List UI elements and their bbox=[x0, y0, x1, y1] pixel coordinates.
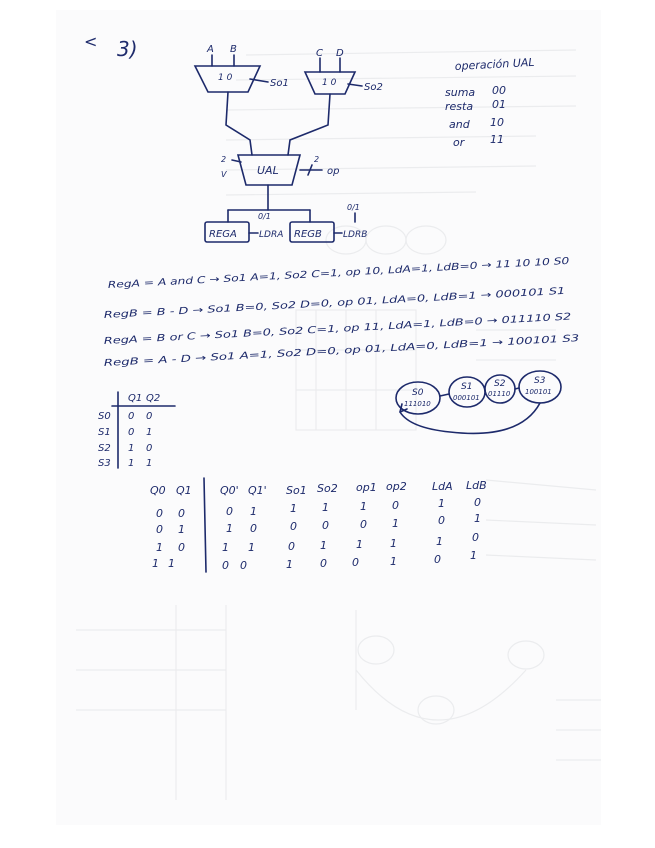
state-table-cell: 0 bbox=[146, 443, 153, 454]
state-name: S3 bbox=[534, 376, 546, 386]
state-code-table bbox=[98, 393, 160, 469]
truth-header: op1 bbox=[356, 481, 377, 494]
register-op-line: RegB = B - D → So1 B=0, So2 D=0, op 01, LdA=0, LdB=1 → 000101 S1 bbox=[103, 292, 444, 321]
state-table-cell: 0 bbox=[128, 411, 135, 422]
truth-cell: 1 bbox=[248, 541, 255, 554]
truth-cell: 1 bbox=[168, 557, 175, 570]
truth-cell: 0 bbox=[474, 496, 481, 509]
truth-header: So1 bbox=[286, 484, 307, 497]
truth-cell: 0 bbox=[360, 518, 367, 531]
alu-op-signal: op bbox=[327, 166, 340, 177]
truth-cell: 1 bbox=[178, 523, 185, 536]
truth-cell: 1 bbox=[320, 539, 327, 552]
truth-cell: 0 bbox=[352, 556, 359, 569]
truth-cell: 1 bbox=[226, 522, 233, 535]
alu-v-label: V bbox=[221, 170, 227, 179]
truth-cell: 0 bbox=[156, 523, 163, 536]
state-table-cell: 0 bbox=[128, 427, 135, 438]
truth-cell: 0 bbox=[156, 507, 163, 520]
truth-header: So2 bbox=[317, 482, 338, 495]
truth-header: LdA bbox=[432, 480, 453, 493]
alu-op-code: 10 bbox=[490, 116, 504, 129]
truth-table-body bbox=[152, 496, 481, 572]
state-table-header: Q1 bbox=[128, 393, 143, 404]
state-table-state: S3 bbox=[98, 458, 111, 469]
margin-mark: < bbox=[84, 32, 98, 51]
register-op-line: RegA = A and C → So1 A=1, So2 C=1, op 10, LdA=1, LdB=0 → 11 10 10 S0 bbox=[107, 261, 467, 291]
truth-header: Q1' bbox=[248, 484, 267, 497]
alu-label: UAL bbox=[257, 164, 279, 177]
truth-cell: 1 bbox=[438, 497, 445, 510]
reg-b-load: LDRB bbox=[343, 230, 368, 240]
alu-table-title: operación UAL bbox=[454, 55, 535, 73]
state-table-cell: 1 bbox=[146, 458, 153, 469]
alu-op-code: 11 bbox=[490, 133, 504, 146]
truth-cell: 1 bbox=[390, 555, 397, 568]
state-table-cell: 1 bbox=[146, 427, 153, 438]
truth-cell: 0 bbox=[438, 514, 445, 527]
mux1-select-signal: So1 bbox=[270, 78, 289, 89]
truth-cell: 0 bbox=[178, 541, 185, 554]
state-name: S1 bbox=[461, 382, 473, 392]
mux1-input-b: B bbox=[230, 44, 237, 55]
truth-cell: 0 bbox=[178, 507, 185, 520]
state-s0-node bbox=[396, 382, 440, 414]
truth-cell: 1 bbox=[152, 557, 159, 570]
state-table-cell: 1 bbox=[128, 443, 135, 454]
truth-cell: 0 bbox=[320, 557, 327, 570]
state-code: 000101 bbox=[453, 394, 480, 402]
mux2-input-d: D bbox=[336, 48, 344, 59]
state-table-cell: 0 bbox=[146, 411, 153, 422]
truth-cell: 1 bbox=[470, 549, 477, 562]
state-name: S0 bbox=[412, 388, 424, 398]
truth-cell: 0 bbox=[250, 522, 257, 535]
truth-cell: 0 bbox=[290, 520, 297, 533]
state-table-state: S0 bbox=[98, 411, 111, 422]
state-table-state: S2 bbox=[98, 443, 111, 454]
truth-cell: 0 bbox=[472, 531, 479, 544]
truth-header: op2 bbox=[386, 480, 407, 493]
truth-cell: 1 bbox=[290, 502, 297, 515]
register-op-line: RegB = A - D → So1 A=1, So2 D=0, op 01, LdA=0, LdB=1 → 100101 S3 bbox=[103, 340, 444, 369]
truth-cell: 0 bbox=[240, 559, 247, 572]
reg-b-label: REGB bbox=[294, 229, 322, 240]
mux1-select-label: 1 0 bbox=[218, 73, 233, 83]
alu-width-in: 2 bbox=[221, 155, 227, 164]
mux2-select-signal: So2 bbox=[364, 82, 383, 93]
truth-header: Q0' bbox=[220, 484, 239, 497]
truth-cell: 1 bbox=[390, 537, 397, 550]
problem-number: 3) bbox=[117, 37, 138, 61]
alu-op-code: 01 bbox=[492, 98, 506, 111]
alu-op-name: or bbox=[453, 136, 465, 149]
truth-cell: 0 bbox=[392, 499, 399, 512]
truth-cell: 0 bbox=[322, 519, 329, 532]
truth-cell: 1 bbox=[360, 500, 367, 513]
mux1-input-a: A bbox=[207, 44, 214, 55]
truth-cell: 1 bbox=[474, 512, 481, 525]
truth-cell: 1 bbox=[392, 517, 399, 530]
state-code: 01110 bbox=[488, 390, 511, 398]
truth-cell: 0 bbox=[226, 505, 233, 518]
state-name: S2 bbox=[494, 379, 506, 389]
wire-mux2-alu bbox=[288, 94, 330, 155]
truth-header: Q0 bbox=[150, 484, 166, 497]
state-table-header: Q2 bbox=[146, 393, 161, 404]
state-table-state: S1 bbox=[98, 427, 111, 438]
truth-table bbox=[150, 479, 487, 497]
wire-mux1-alu bbox=[226, 92, 252, 155]
alu-op-name: suma bbox=[445, 86, 476, 99]
truth-cell: 1 bbox=[286, 558, 293, 571]
truth-cell: 1 bbox=[156, 541, 163, 554]
load-label-a: 0/1 bbox=[258, 212, 271, 221]
register-ops bbox=[104, 256, 580, 369]
state-code: 111010 bbox=[404, 400, 431, 408]
truth-cell: 1 bbox=[356, 538, 363, 551]
alu-width-op: 2 bbox=[314, 155, 320, 164]
mux2-input-c: C bbox=[316, 48, 323, 59]
truth-cell: 0 bbox=[288, 540, 295, 553]
truth-cell: 1 bbox=[250, 505, 257, 518]
alu-table bbox=[445, 84, 506, 149]
state-table-cell: 1 bbox=[128, 458, 135, 469]
truth-header: LdB bbox=[466, 479, 487, 492]
reg-a-label: REGA bbox=[209, 229, 237, 240]
alu-op-name: resta bbox=[445, 100, 474, 113]
truth-cell: 1 bbox=[322, 501, 329, 514]
truth-cell: 0 bbox=[222, 559, 229, 572]
alu-op-code: 00 bbox=[492, 84, 506, 97]
truth-cell: 1 bbox=[436, 535, 443, 548]
truth-cell: 0 bbox=[434, 553, 441, 566]
alu-op-name: and bbox=[449, 118, 470, 131]
reg-a-load: LDRA bbox=[259, 230, 284, 240]
register-op-line: RegA = B or C → So1 B=0, So2 C=1, op 11, LdA=1, LdB=0 → 011110 S2 bbox=[103, 317, 449, 347]
mux-2 bbox=[305, 58, 362, 94]
load-label-b: 0/1 bbox=[347, 203, 360, 212]
truth-header: Q1 bbox=[176, 484, 192, 497]
mux2-select-label: 1 0 bbox=[322, 78, 337, 88]
state-code: 100101 bbox=[525, 388, 552, 396]
truth-cell: 1 bbox=[222, 541, 229, 554]
